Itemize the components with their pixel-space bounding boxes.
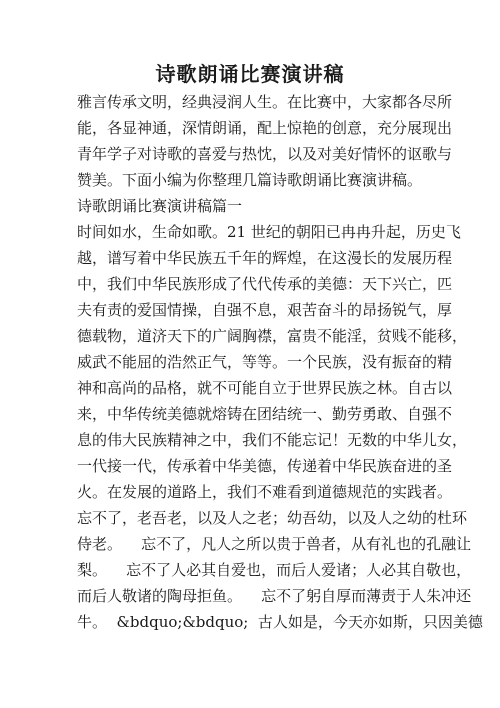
body-line-8: 中，我们中华民族形成了代代传承的美德：天下兴亡，匹 [77,275,453,293]
body-line-6: 时间如水，生命如歌。21 世纪的朝阳已冉冉升起，历史飞 [77,223,461,241]
body-line-17: 忘不了，老吾老，以及人之老；幼吾幼，以及人之幼的杜环 [77,509,468,527]
document-title: 诗歌朗诵比赛演讲稿 [155,62,345,86]
body-line-7: 越，谱写着中华民族五千年的辉煌，在这漫长的发展历程 [77,249,453,267]
body-line-10: 德载物，道济天下的广阔胸襟，富贵不能淫，贫贱不能移， [77,327,468,345]
body-line-18: 侍老。 忘不了，凡人之所以贵于兽者，从有礼也的孔融让 [77,535,472,553]
body-line-20: 而后人敬诸的陶母拒鱼。 忘不了躬自厚而薄责于人朱冲还 [77,587,472,605]
body-line-2: 能，各显神通，深情朗诵，配上惊艳的创意，充分展现出 [77,119,453,137]
body-line-13: 来，中华传统美德就熔铸在团结统一、勤劳勇敢、自强不 [77,405,453,423]
body-line-14: 息的伟大民族精神之中，我们不能忘记！无数的中华儿女， [77,431,468,449]
body-line-1: 雅言传承文明，经典浸润人生。在比赛中，大家都各尽所 [77,93,453,111]
body-line-3: 青年学子对诗歌的喜爱与热忱，以及对美好情怀的讴歌与 [77,145,453,163]
body-line-19: 梨。 忘不了人必其自爱也，而后人爱诸；人必其自敬也， [77,561,472,579]
body-line-9: 夫有责的爱国情操，自强不息，艰苦奋斗的昂扬锐气，厚 [77,301,453,319]
body-line-21: 牛。 &bdquo;&bdquo; 古人如是，今天亦如斯，只因美德 [77,613,483,631]
body-line-12: 神和高尚的品格，就不可能自立于世界民族之林。自古以 [77,379,453,397]
body-line-11: 威武不能屈的浩然正气，等等。一个民族，没有振奋的精 [77,353,453,371]
body-line-16: 火。在发展的道路上，我们不难看到道德规范的实践者。 [77,483,453,501]
body-line-15: 一代接一代，传承着中华美德，传递着中华民族奋进的圣 [77,457,453,475]
body-line-4: 赞美。下面小编为你整理几篇诗歌朗诵比赛演讲稿。 [77,171,423,189]
section-heading: 诗歌朗诵比赛演讲稿篇一 [77,197,243,215]
